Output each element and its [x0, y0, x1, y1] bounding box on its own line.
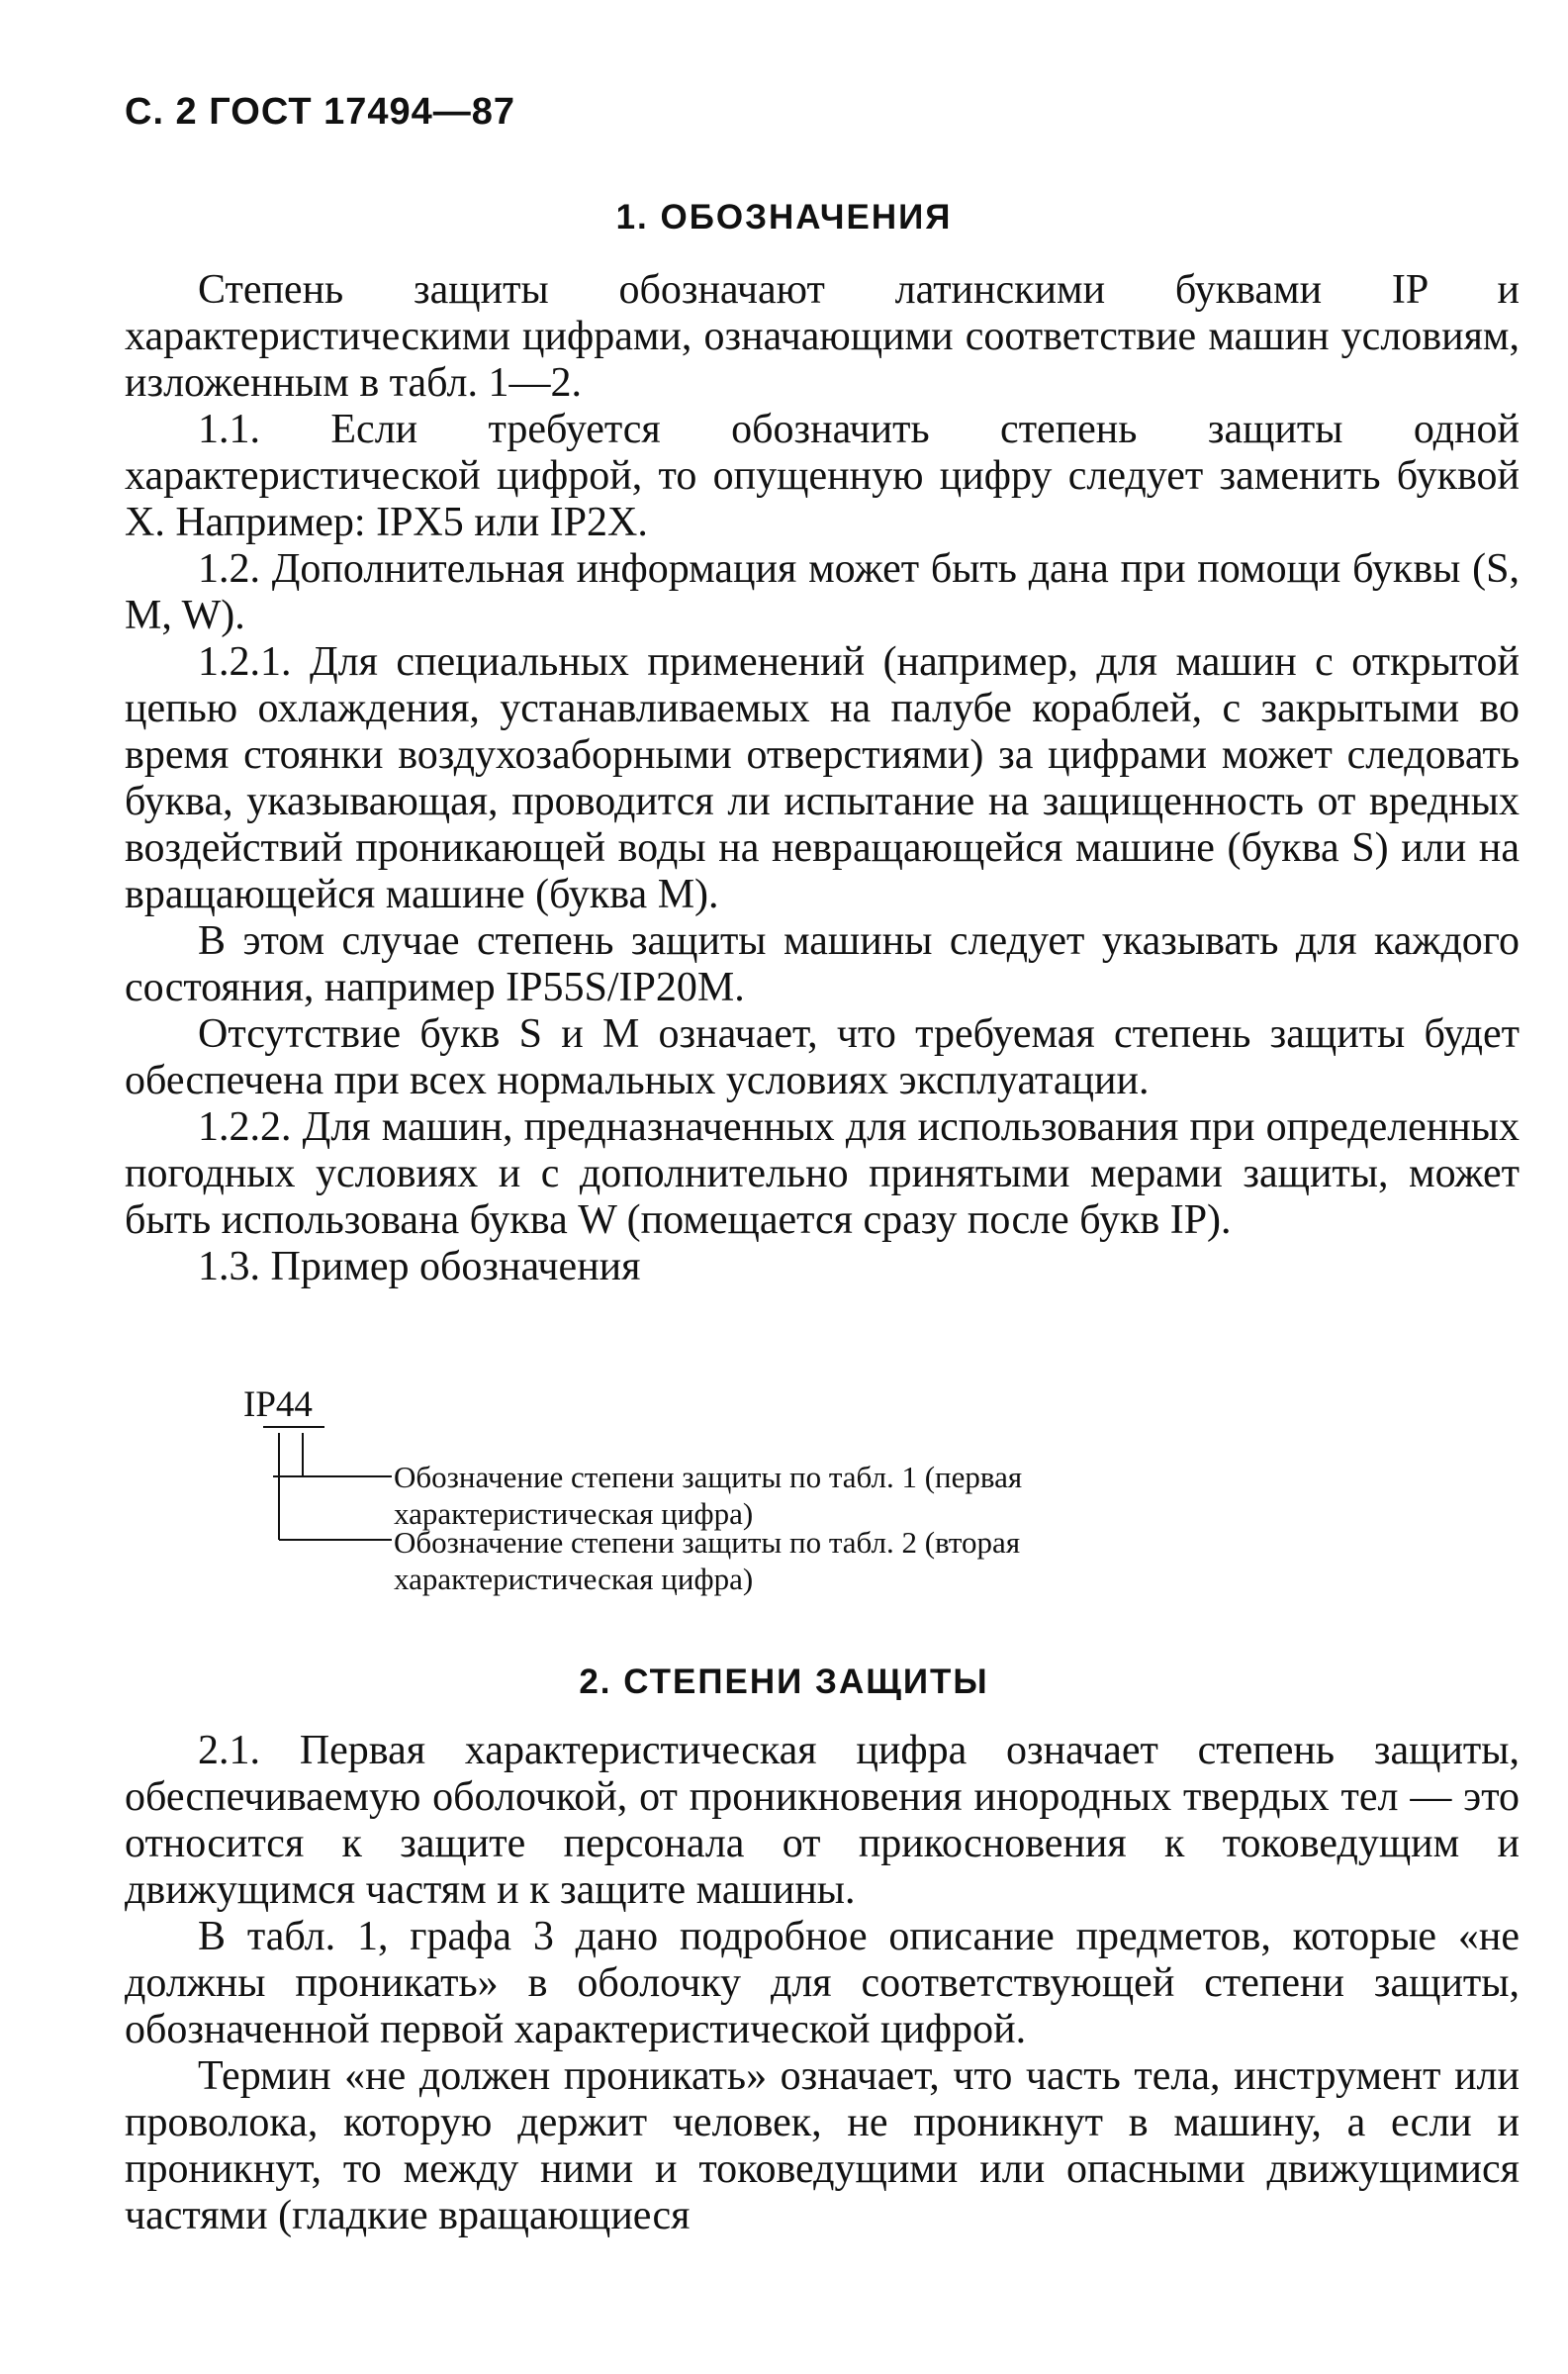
section-2-title: 2. СТЕПЕНИ ЗАЩИТЫ — [579, 1662, 989, 1701]
paragraph: 1.2.1. Для специальных применений (например, для машин с открытой цепью охлаждения, устанавливаемых на палубе кораблей, с закрытыми во время стоянки воздухозаборными отверстиями) за цифрами может следовать буква, указывающая, проводится ли испытание на защищенность от вредных воздействий проникающей воды на невращающейся машине (буква S) или на вращающейся машине (буква M). — [125, 639, 1520, 917]
section-1-title: 1. ОБОЗНАЧЕНИЯ — [615, 198, 953, 237]
paragraph: В табл. 1, графа 3 дано подробное описание предметов, которые «не должны проникать» в оболочку для соответствующей степени защиты, обозначенной первой характеристической цифрой. — [125, 1914, 1520, 2052]
paragraph: 1.2. Дополнительная информация может быть дана при помощи буквы (S, M, W). — [125, 546, 1520, 638]
paragraph: Отсутствие букв S и M означает, что требуемая степень защиты будет обеспечена при всех нормальных условиях эксплуатации. — [125, 1011, 1520, 1103]
designation-example-diagram — [243, 1383, 1332, 1611]
first-digit-note-line1: Обозначение степени защиты по табл. 1 (первая — [394, 1460, 1023, 1494]
paragraph: 1.2.2. Для машин, предназначенных для использования при определенных погодных условиях и с дополнительно принятыми мерами защиты, может быть использована буква W (помещается сразу после букв IP). — [125, 1104, 1520, 1243]
second-digit-note-line1: Обозначение степени защиты по табл. 2 (вторая — [394, 1525, 1021, 1560]
page-header: С. 2 ГОСТ 17494—87 — [125, 91, 516, 133]
paragraph: 1.1. Если требуется обозначить степень защиты одной характеристической цифрой, то опущенную цифру следует заменить буквой X. Например: IPX5 или IP2X. — [125, 407, 1520, 545]
paragraph: 1.3. Пример обозначения — [198, 1244, 641, 1289]
paragraph: Степень защиты обозначают латинскими буквами IP и характеристическими цифрами, означающими соответствие машин условиям, изложенным в табл. 1—2. — [125, 267, 1520, 406]
paragraph: В этом случае степень защиты машины следует указывать для каждого состояния, например IP55S/IP20M. — [125, 918, 1520, 1010]
paragraph: Термин «не должен проникать» означает, что часть тела, инструмент или проволока, которую держит человек, не проникнут в машину, а если и проникнут, то между ними и токоведущими или опасными движущимися частями (гладкие вращающиеся — [125, 2053, 1520, 2238]
section-1-body — [125, 267, 1520, 1290]
second-digit-note-line2: характеристическая цифра) — [394, 1562, 754, 1596]
first-digit-note-line2: характеристическая цифра) — [394, 1496, 754, 1531]
section-2-body — [125, 1728, 1520, 2239]
example-code: IP44 — [243, 1384, 313, 1425]
paragraph: 2.1. Первая характеристическая цифра означает степень защиты, обеспечиваемую оболочкой, от проникновения инородных твердых тел — это относится к защите персонала от прикосновения к токоведущим и движущимся частям и к защите машины. — [125, 1728, 1520, 1913]
